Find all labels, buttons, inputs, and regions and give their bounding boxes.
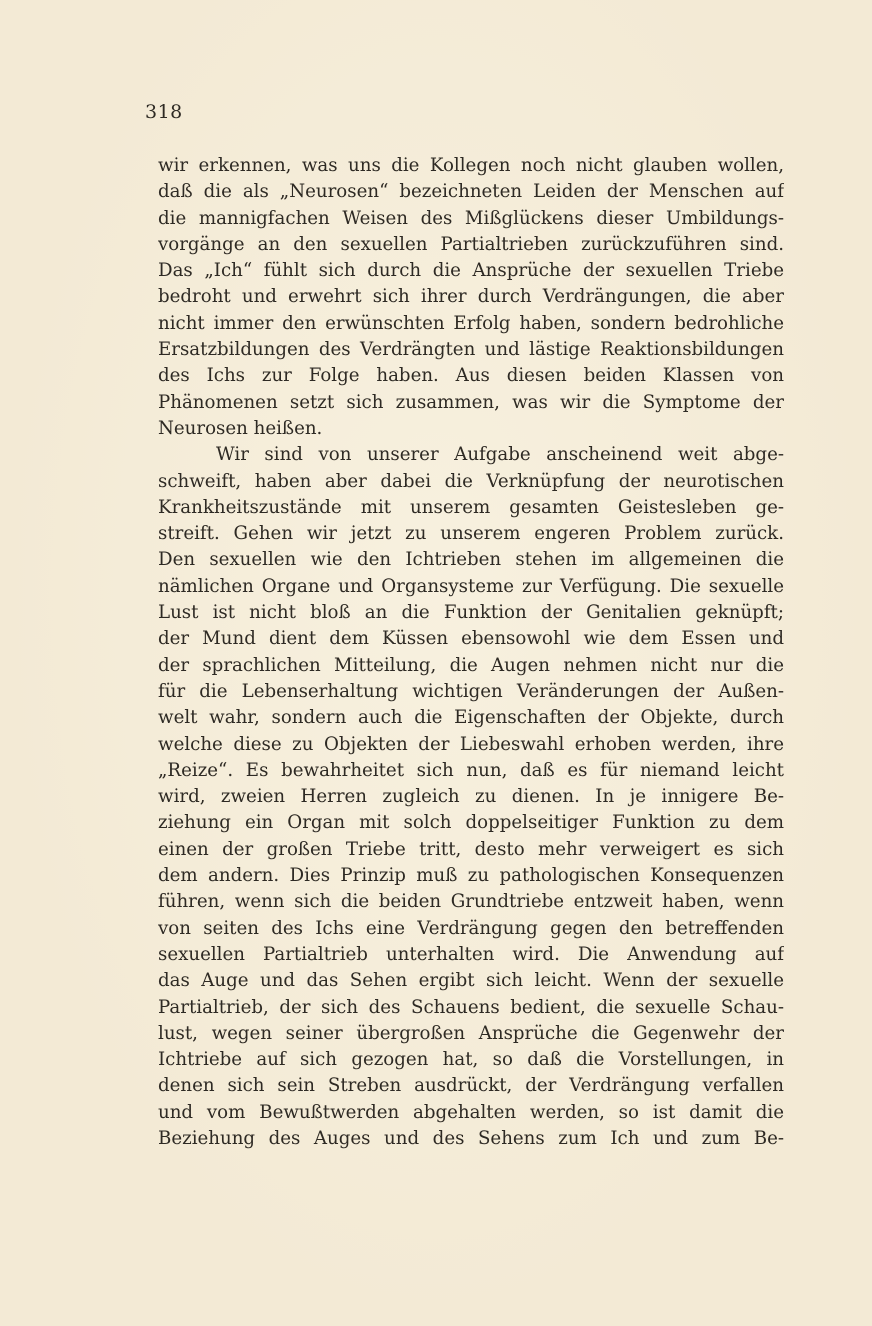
text-line: Krankheitszustände mit unserem gesamten Geistesleben ge- xyxy=(158,496,784,518)
text-line: daß die als „Neurosen“ bezeichneten Leiden der Menschen auf xyxy=(158,181,784,203)
text-line: Phänomenen setzt sich zusammen, was wir die Symptome der xyxy=(158,391,784,413)
text-line: dem andern. Dies Prinzip muß zu pathologischen Konsequenzen xyxy=(158,865,784,887)
text-line: einen der großen Triebe tritt, desto mehr verweigert es sich xyxy=(158,838,784,860)
text-line: lust, wegen seiner übergroßen Ansprüche die Gegenwehr der xyxy=(158,1022,784,1044)
text-line: sexuellen Partialtrieb unterhalten wird. Die Anwendung auf xyxy=(158,943,784,965)
text-line: von seiten des Ichs eine Verdrängung gegen den betreffenden xyxy=(158,917,784,939)
text-line: welche diese zu Objekten der Liebeswahl erhoben werden, ihre xyxy=(158,733,784,755)
paragraph-start-line: Wir sind von unserer Aufgabe anscheinend weit abge- xyxy=(216,444,784,466)
text-line: nicht immer den erwünschten Erfolg haben, sondern bedrohliche xyxy=(158,312,784,334)
text-line: Ersatzbildungen des Verdrängten und lästige Reaktionsbildungen xyxy=(158,339,784,361)
text-line: wir erkennen, was uns die Kollegen noch nicht glauben wollen, xyxy=(158,155,784,176)
text-line: Lust ist nicht bloß an die Funktion der Genitalien geknüpft; xyxy=(158,602,784,624)
text-line: „Reize“. Es bewahrheitet sich nun, daß es für niemand leicht xyxy=(158,759,784,781)
text-line: und vom Bewußtwerden abgehalten werden, so ist damit die xyxy=(158,1101,784,1123)
text-line: führen, wenn sich die beiden Grundtriebe entzweit haben, wenn xyxy=(158,891,784,913)
text-line: schweift, haben aber dabei die Verknüpfung der neurotischen xyxy=(158,470,784,492)
text-line: streift. Gehen wir jetzt zu unserem engeren Problem zurück. xyxy=(158,523,784,545)
text-line: denen sich sein Streben ausdrückt, der Verdrängung verfallen xyxy=(158,1075,784,1097)
text-line: ziehung ein Organ mit solch doppelseitiger Funktion zu dem xyxy=(158,812,784,834)
text-line: Partialtrieb, der sich des Schauens bedient, die sexuelle Schau- xyxy=(158,996,784,1018)
text-line: Das „Ich“ fühlt sich durch die Ansprüche der sexuellen Triebe xyxy=(158,260,784,282)
text-line: das Auge und das Sehen ergibt sich leicht. Wenn der sexuelle xyxy=(158,970,784,992)
text-line: vorgänge an den sexuellen Partialtrieben zurückzuführen sind. xyxy=(158,233,784,255)
page-number: 318 xyxy=(145,101,183,123)
text-line: der Mund dient dem Küssen ebensowohl wie dem Essen und xyxy=(158,628,784,650)
paragraph-end-line: Neurosen heißen. xyxy=(158,417,323,439)
text-line: wird, zweien Herren zugleich zu dienen. In je innigere Be- xyxy=(158,786,784,808)
text-line: Beziehung des Auges und des Sehens zum Ich und zum Be- xyxy=(158,1127,784,1149)
text-line: welt wahr, sondern auch die Eigenschaften der Objekte, durch xyxy=(158,707,784,729)
text-line: die mannigfachen Weisen des Mißglückens dieser Umbildungs- xyxy=(158,207,784,229)
text-line: für die Lebenserhaltung wichtigen Veränderungen der Außen- xyxy=(158,680,784,702)
text-line: Ichtriebe auf sich gezogen hat, so daß die Vorstellungen, in xyxy=(158,1049,784,1071)
body-text xyxy=(158,153,784,1152)
text-line: bedroht und erwehrt sich ihrer durch Verdrängungen, die aber xyxy=(158,286,784,308)
text-line: der sprachlichen Mitteilung, die Augen nehmen nicht nur die xyxy=(158,654,784,676)
text-line: Den sexuellen wie den Ichtrieben stehen im allgemeinen die xyxy=(158,549,784,571)
text-line: des Ichs zur Folge haben. Aus diesen beiden Klassen von xyxy=(158,365,784,387)
text-line: nämlichen Organe und Organsysteme zur Verfügung. Die sexuelle xyxy=(158,575,784,597)
